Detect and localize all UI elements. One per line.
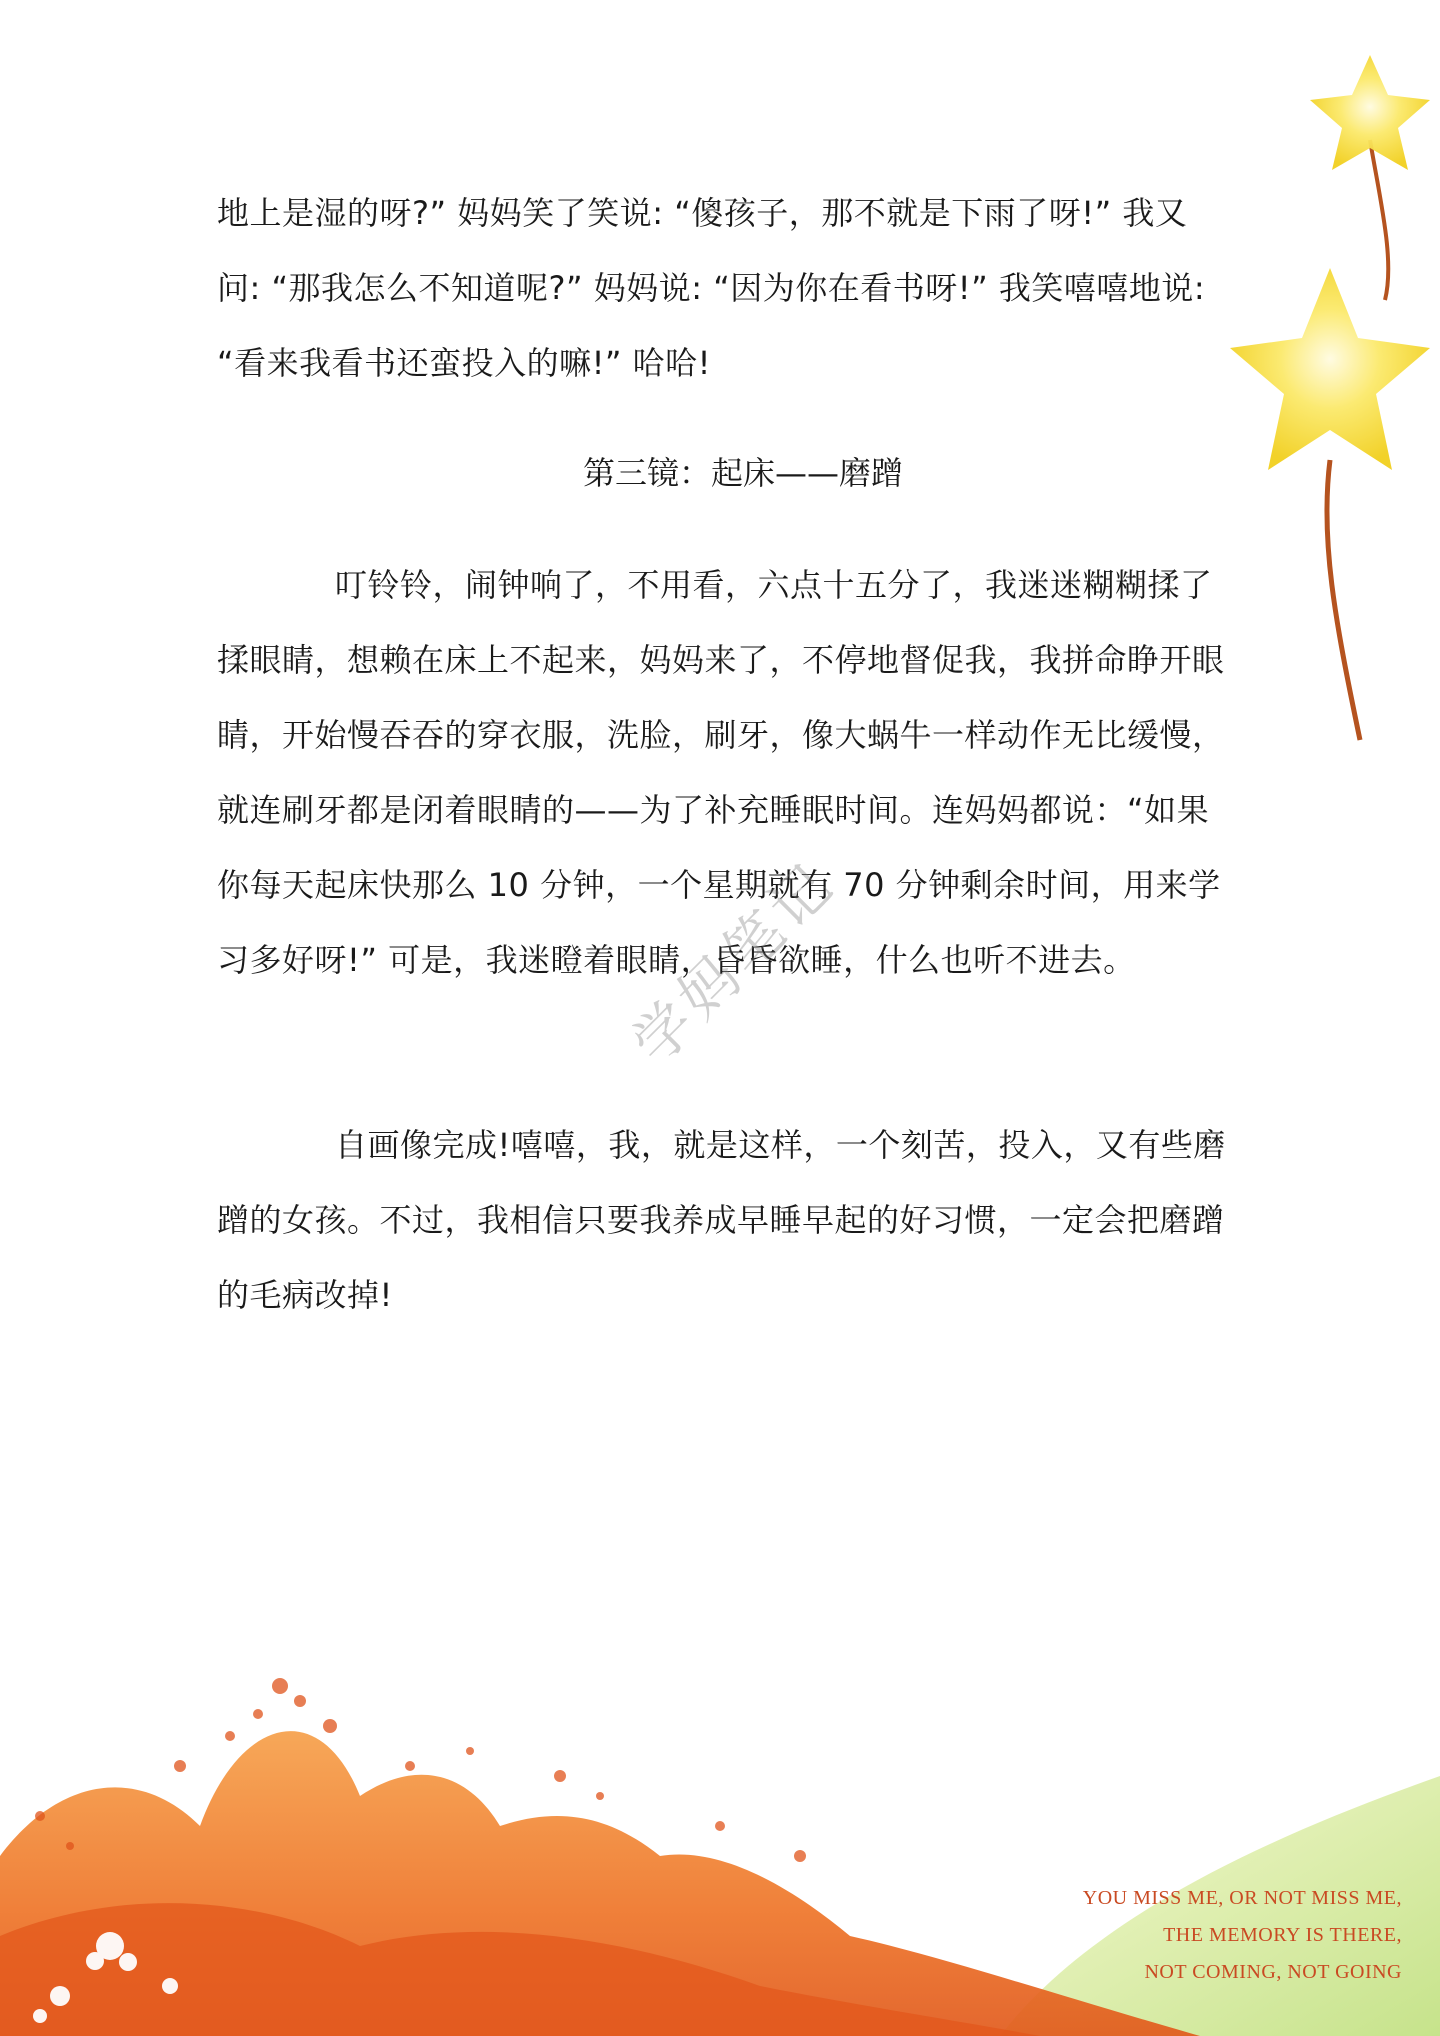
quote-line-2: THE MEMORY IS THERE, [1163, 1924, 1402, 1946]
quote-line-1: YOU MISS ME, OR NOT MISS ME, [1082, 1887, 1402, 1909]
watermark: 学妈笔记 [619, 848, 849, 1078]
paragraph-3 [217, 1108, 1227, 1333]
quote-block [1083, 1880, 1402, 1991]
paragraph-3-text: 自画像完成!嘻嘻，我，就是这样，一个刻苦，投入，又有些磨蹭的女孩。不过，我相信只要我养成早睡早起的好习惯，一定会把磨蹭的毛病改掉! [217, 1126, 1226, 1314]
small-star-icon [1310, 55, 1430, 170]
paragraph-2-text: 叮铃铃，闹钟响了，不用看，六点十五分了，我迷迷糊糊揉了揉眼睛，想赖在床上不起来，妈妈来了，不停地督促我，我拼命睁开眼睛，开始慢吞吞的穿衣服，洗脸，刷牙，像大蜗牛一样动作无比缓慢，就连刷牙都是闭着眼睛的——为了补充睡眠时间。连妈妈都说：“如果你每天起床快那么 10 分钟，一个星期就有 70 分钟剩余时间，用来学习多好呀!” 可是，我迷瞪着眼睛，昏昏欲睡，什么也听不进去。 [217, 566, 1225, 979]
section-heading [0, 436, 1440, 511]
paragraph-1: 地上是湿的呀?” 妈妈笑了笑说: “傻孩子，那不就是下雨了呀!” 我又问: “那我怎么不知道呢?” 妈妈说: “因为你在看书呀!” 我笑嘻嘻地说: “看来我看书还蛮投入的嘛!” 哈哈! [217, 194, 1206, 382]
section-heading-text: 第三镜：起床——磨蹭 [582, 454, 903, 492]
quote-line-3: NOT COMING, NOT GOING [1144, 1961, 1402, 1983]
